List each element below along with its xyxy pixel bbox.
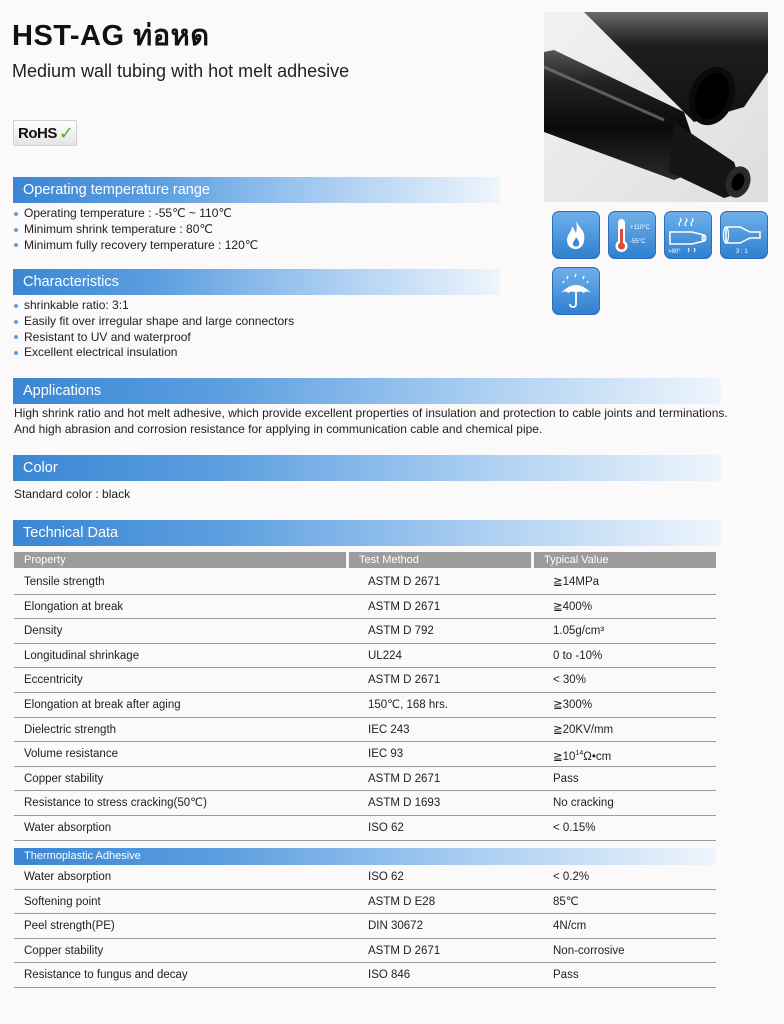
table-row: Resistance to fungus and decay ISO 846 Pass bbox=[14, 963, 716, 988]
characteristics-list bbox=[14, 298, 294, 361]
table-row: Longitudinal shrinkage UL224 0 to -10% bbox=[14, 644, 716, 669]
volume-unit: Ω•cm bbox=[583, 751, 612, 764]
rohs-badge bbox=[13, 120, 77, 146]
flame-icon bbox=[552, 211, 600, 259]
column-header-property: Property bbox=[14, 552, 346, 568]
table-row: Elongation at break after aging 150℃, 168 hrs. ≧300% bbox=[14, 693, 716, 718]
list-item: Resistant to UV and waterproof bbox=[14, 330, 294, 346]
table-row: Resistance to stress cracking(50℃) ASTM D 1693 No cracking bbox=[14, 791, 716, 816]
color-text: Standard color : black bbox=[14, 487, 131, 501]
table-row: Water absorption ISO 62 < 0.15% bbox=[14, 816, 716, 841]
ratio-label: 3 : 1 bbox=[736, 249, 748, 255]
table-row: Density ASTM D 792 1.05g/cm³ bbox=[14, 619, 716, 644]
table-row: Copper stability ASTM D 2671 Non-corrosive bbox=[14, 939, 716, 964]
product-photo bbox=[544, 12, 768, 202]
table-row: Volume resistance IEC 93 $≧10^{14}\Omega•cm$ bbox=[14, 742, 716, 767]
rohs-label: RoHS bbox=[18, 124, 57, 142]
shrink-ratio-icon bbox=[720, 211, 768, 259]
adhesive-subheader: Thermoplastic Adhesive bbox=[14, 848, 716, 865]
column-header-typical-value: Typical Value bbox=[534, 552, 716, 568]
table-row: Dielectric strength IEC 243 ≧20KV/mm bbox=[14, 718, 716, 743]
list-item: Easily fit over irregular shape and large connectors bbox=[14, 314, 294, 330]
list-item: Operating temperature : -55℃ ~ 110℃ bbox=[14, 206, 258, 222]
operating-temp-list bbox=[14, 206, 258, 253]
technical-data-header: Technical Data bbox=[13, 520, 721, 546]
table-row: Peel strength(PE) DIN 30672 4N/cm bbox=[14, 914, 716, 939]
column-header-test-method: Test Method bbox=[349, 552, 531, 568]
page-title: HST-AG ท่อหด bbox=[12, 20, 210, 52]
thermo-low-label: -55°C bbox=[630, 239, 646, 245]
table-row: Copper stability ASTM D 2671 Pass bbox=[14, 767, 716, 792]
shrink-temp-label: >80° bbox=[668, 249, 681, 255]
page-subtitle: Medium wall tubing with hot melt adhesive bbox=[12, 61, 350, 81]
table-row: Tensile strength ASTM D 2671 ≧14MPa bbox=[14, 570, 716, 595]
umbrella-rain-icon bbox=[552, 267, 600, 315]
list-item: shrinkable ratio: 3:1 bbox=[14, 298, 294, 314]
thermometer-icon bbox=[608, 211, 656, 259]
applications-line: High shrink ratio and hot melt adhesive, which provide excellent properties of insulation and protection to cable joints and terminations. bbox=[14, 406, 728, 420]
heat-shrink-icon bbox=[664, 211, 712, 259]
applications-header: Applications bbox=[13, 378, 721, 404]
table-row: Softening point ASTM D E28 85℃ bbox=[14, 890, 716, 915]
thermo-high-label: +110°C bbox=[630, 225, 650, 231]
color-header: Color bbox=[13, 455, 721, 481]
characteristics-header: Characteristics bbox=[13, 269, 500, 295]
check-icon: ✓ bbox=[58, 123, 74, 143]
table-row: Eccentricity ASTM D 2671 < 30% bbox=[14, 668, 716, 693]
list-item: Excellent electrical insulation bbox=[14, 345, 294, 361]
applications-line: And high abrasion and corrosion resistance for applying in communication cable and chemical pipe. bbox=[14, 421, 543, 436]
list-item: Minimum shrink temperature : 80℃ bbox=[14, 222, 258, 238]
applications-text bbox=[14, 406, 728, 437]
list-item: Minimum fully recovery temperature : 120℃ bbox=[14, 238, 258, 254]
table-row: Water absorption ISO 62 < 0.2% bbox=[14, 865, 716, 890]
table-row: Elongation at break ASTM D 2671 ≧400% bbox=[14, 595, 716, 620]
volume-exponent: 14 bbox=[575, 750, 584, 758]
operating-temp-header: Operating temperature range bbox=[13, 177, 500, 203]
